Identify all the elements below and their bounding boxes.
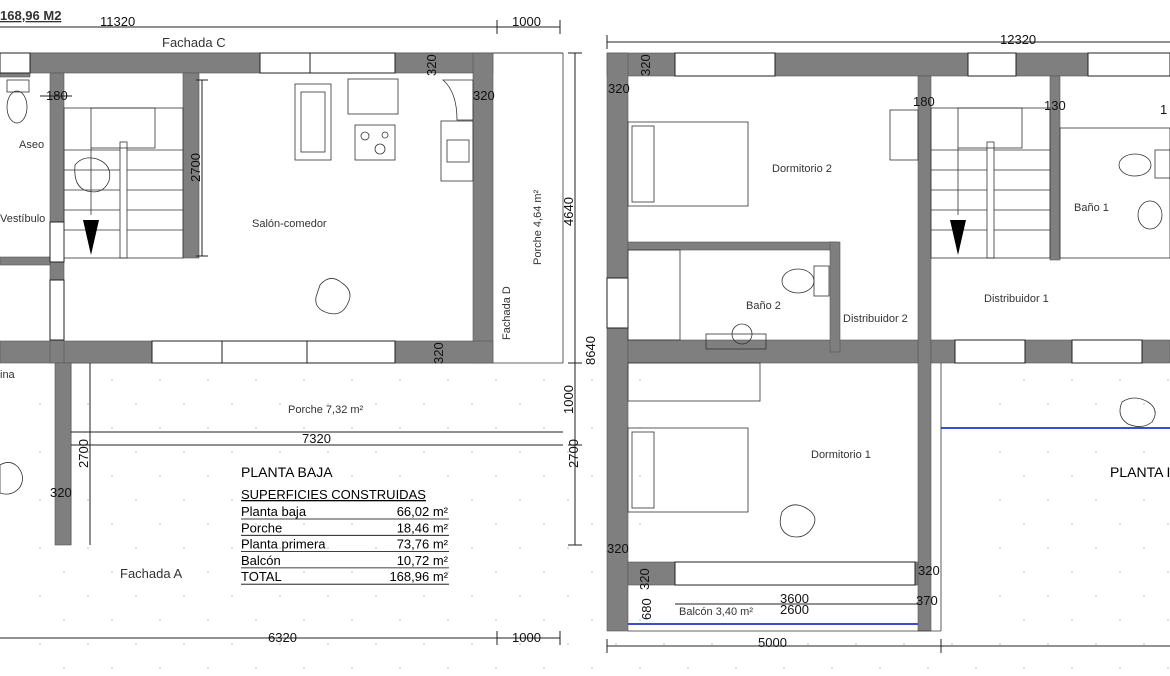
dim-2700-living: 2700 xyxy=(188,153,203,182)
legend-row-value: 66,02 m² xyxy=(396,504,448,519)
room-dormitorio1: Dormitorio 1 xyxy=(811,449,871,461)
room-salon: Salón-comedor xyxy=(252,218,327,230)
dim-680: 680 xyxy=(639,598,654,620)
dim-5000: 5000 xyxy=(758,635,787,650)
total-area-header: 168,96 M2 xyxy=(0,8,62,23)
room-aseo: Aseo xyxy=(19,139,45,151)
dim-320-balcony: 320 xyxy=(637,568,652,590)
room-distribuidor2: Distribuidor 2 xyxy=(843,313,908,325)
room-bano2: Baño 2 xyxy=(746,300,781,312)
staircase-first xyxy=(931,108,1050,258)
dim-11320: 11320 xyxy=(100,14,136,29)
dim-1000-top: 1000 xyxy=(512,14,541,29)
staircase-ground xyxy=(64,108,183,258)
legend-subtitle: SUPERFICIES CONSTRUIDAS xyxy=(241,487,426,502)
legend-row-label: Planta baja xyxy=(241,504,307,519)
dim-320-b: 320 xyxy=(473,88,495,103)
legend-row-label: Porche xyxy=(241,520,283,536)
room-porche-front: Porche 7,32 m² xyxy=(288,404,364,416)
dim-370: 370 xyxy=(916,593,938,608)
dim-1000-vert: 1000 xyxy=(561,385,576,414)
legend-row-label: Balcón xyxy=(241,552,281,568)
dim-1000-bottom: 1000 xyxy=(512,630,541,645)
dim-6320: 6320 xyxy=(268,630,297,645)
dim-320-a: 320 xyxy=(424,54,439,76)
legend-row-value: 73,76 m² xyxy=(396,536,448,552)
room-cocina: ina xyxy=(0,369,15,381)
room-balcon: Balcón 3,40 m² xyxy=(679,606,753,618)
legend-row-value: 10,72 m² xyxy=(396,552,448,568)
dim-4640: 4640 xyxy=(561,197,576,226)
dim-320-c: 320 xyxy=(431,342,446,364)
facade-d-label: Fachada D xyxy=(501,286,513,340)
dim-320-g: 320 xyxy=(607,541,629,556)
facade-a-label: Fachada A xyxy=(120,566,183,581)
dim-320-h: 320 xyxy=(918,563,940,578)
dim-130: 130 xyxy=(1044,98,1066,113)
surface-legend xyxy=(241,464,449,584)
facade-c-label: Fachada C xyxy=(162,35,226,50)
room-distribuidor1: Distribuidor 1 xyxy=(984,293,1049,305)
dim-320-d: 320 xyxy=(50,485,72,500)
dim-320-f: 320 xyxy=(638,54,653,76)
dim-2700-left: 2700 xyxy=(76,439,91,468)
dim-180-right: 180 xyxy=(913,94,935,109)
room-bano1: Baño 1 xyxy=(1074,202,1109,214)
dim-180-left: 180 xyxy=(46,88,68,103)
room-porche-side: Porche 4,64 m² xyxy=(532,189,544,265)
room-dormitorio2: Dormitorio 2 xyxy=(772,163,832,175)
dim-8640: 8640 xyxy=(583,336,598,365)
legend-row-value: 168,96 m² xyxy=(389,569,448,585)
dim-2600: 2600 xyxy=(780,602,809,617)
plan-title-right: PLANTA I xyxy=(1110,464,1170,480)
legend-row-label: TOTAL xyxy=(241,569,282,585)
dim-3600: 3600 xyxy=(780,591,809,606)
room-vestibulo: Vestíbulo xyxy=(0,213,46,225)
ground-dot-texture xyxy=(39,379,1169,669)
dim-7320: 7320 xyxy=(302,431,331,446)
legend-title: PLANTA BAJA xyxy=(241,464,333,480)
legend-row-label: Planta primera xyxy=(241,536,326,552)
dim-320-e: 320 xyxy=(608,81,630,96)
dim-1-cut: 1 xyxy=(1160,102,1168,117)
dim-2700-right: 2700 xyxy=(566,439,581,468)
dim-12320: 12320 xyxy=(1000,32,1037,47)
legend-row-value: 18,46 m² xyxy=(396,520,448,536)
